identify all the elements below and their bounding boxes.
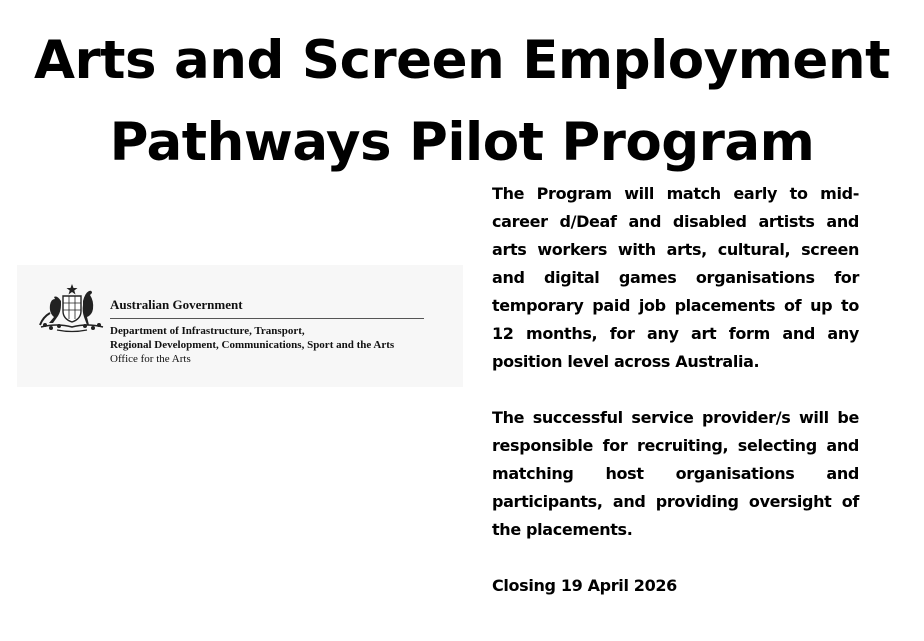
title-line-1: Arts and Screen Employment <box>34 30 890 91</box>
coat-of-arms-icon <box>37 283 107 335</box>
government-logo <box>17 265 463 387</box>
description-paragraph-2: The successful service provider/s will be responsible for recruiting, selecting and matching host organisations and participants, and providing oversight of the placements. <box>492 408 859 539</box>
title-line-2: Pathways Pilot Program <box>109 112 815 173</box>
description-paragraph-1: The Program will match early to mid-career d/Deaf and disabled artists and arts workers with arts, cultural, screen and digital games organisations for temporary paid job placements of up to 12 months, for any art form and any position level across Australia. <box>492 184 859 371</box>
office-name: Office for the Arts <box>110 353 191 365</box>
department-line-2: Regional Development, Communications, Sport and the Arts <box>110 339 395 351</box>
page-title <box>0 20 924 184</box>
logo-text <box>110 297 440 366</box>
closing-date: Closing 19 April 2026 <box>492 576 677 595</box>
department-line-1: Department of Infrastructure, Transport, <box>110 325 305 337</box>
government-name: Australian Government <box>110 297 424 319</box>
program-description <box>492 180 859 600</box>
